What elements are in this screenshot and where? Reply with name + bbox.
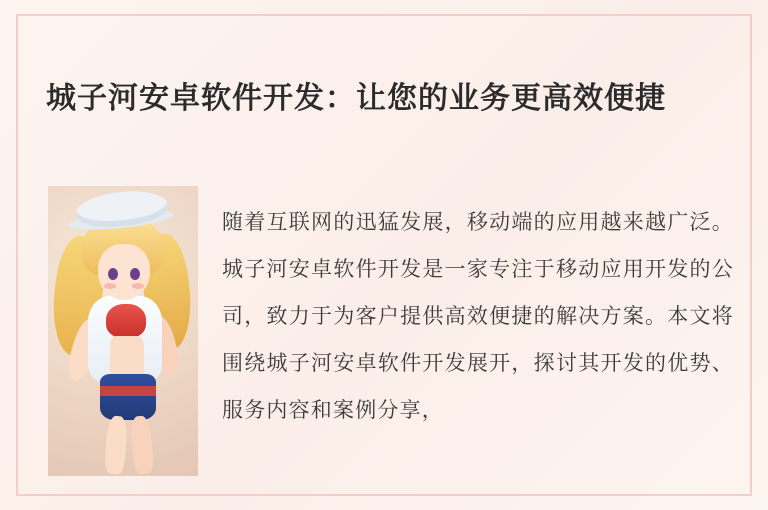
article-illustration — [48, 186, 198, 476]
face-shape — [98, 244, 150, 300]
blush-right-shape — [132, 283, 144, 289]
article-body: 随着互联网的迅猛发展，移动端的应用越来越广泛。城子河安卓软件开发是一家专注于移动应用开发的公司，致力于为客户提供高效便捷的解决方案。本文将围绕城子河安卓软件开发展开，探讨其开发的优势、服务内容和案例分享， — [222, 210, 734, 422]
top-shape — [106, 304, 146, 338]
eye-left-shape — [108, 268, 118, 280]
shorts-stripe-shape — [100, 386, 156, 396]
page-title: 城子河安卓软件开发：让您的业务更高效便捷 — [46, 81, 666, 117]
eye-right-shape — [130, 268, 140, 280]
blush-left-shape — [104, 283, 116, 289]
shorts-shape — [100, 374, 156, 420]
